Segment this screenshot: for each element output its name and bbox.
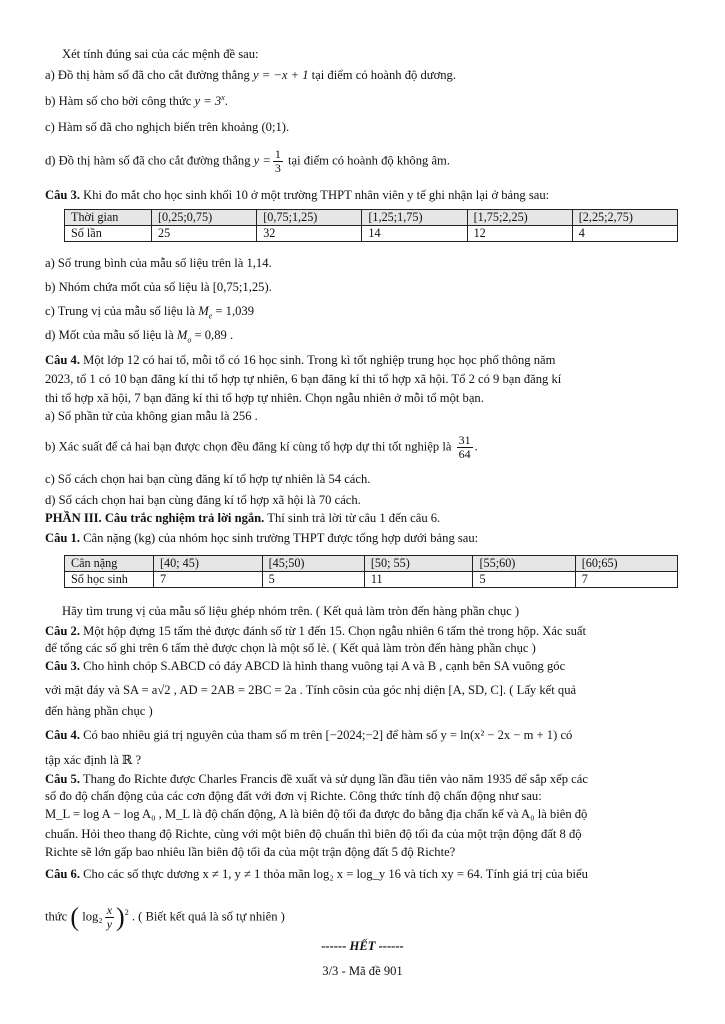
table-cell: 32 [257, 226, 362, 242]
fraction: $\frac{31}{64}$ [458, 433, 471, 461]
end-marker: ------ HẾT ------ [321, 939, 404, 953]
fraction: $\frac{1}{3}$ [274, 147, 281, 175]
table-cell: [40; 45) [154, 556, 263, 572]
table-cell: 11 [364, 572, 473, 588]
q3-option-b: b) Nhóm chứa mốt của số liệu là [0,75;1,25). [45, 280, 272, 294]
table-cell: [0,75;1,25) [257, 210, 362, 226]
table-cell: 4 [572, 226, 677, 242]
p5-line-4: chuẩn. Hỏi theo thang độ Richte, cùng với một biên độ chuẩn thì biên độ tối đa của một trận động đất 8 độ [45, 827, 582, 841]
p1-question: Câu 1. Cân nặng (kg) của nhóm học sinh trường THPT được tổng hợp dưới bảng sau: [45, 531, 479, 545]
table-cell: 12 [467, 226, 572, 242]
p5-line-5: Richte sẽ lớn gấp bao nhiêu lần biên độ tối đa của một trận động đất 5 độ Richte? [45, 845, 456, 859]
q2-option-b: b) Hàm số cho bởi công thức $y = 3^x$. [45, 92, 228, 108]
table-cell: 5 [262, 572, 364, 588]
table-row [65, 572, 678, 588]
page-footer: 3/3 - Mã đề 901 [322, 964, 403, 978]
p3-line-3: đến hàng phần chục ) [45, 704, 153, 718]
q4-option-b: b) Xác suất để cả hai bạn được chọn đều đăng kí cùng tổ hợp dự thi tốt nghiệp là $\frac{31}{64}$ . [45, 433, 478, 461]
table-cell: [1,25;1,75) [362, 210, 467, 226]
p5-line-2: số đo độ chấn động của các cơn động đất với đơn vị Richte. Công thức tính độ chấn động như sau: [45, 789, 542, 803]
q2-option-a: a) Đồ thị hàm số đã cho cắt đường thẳng y = −x + 1 tại điểm có hoành độ dương. [45, 68, 456, 82]
table-row [65, 226, 678, 242]
p3-line-1: Câu 3. Cho hình chóp S.ABCD có đáy ABCD là hình thang vuông tại A và B , cạnh bên SA vuông góc [45, 659, 566, 673]
p5-line-3: M_L = log A − log A₀ , M_L là độ chấn động, A là biên độ tối đa được đo bằng địa chấn kế và A₀ là biên độ [45, 807, 588, 821]
q3-question: Câu 3. Khi đo mắt cho học sinh khối 10 ở một trường THPT nhân viên y tế ghi nhận lại ở bảng sau: [45, 188, 550, 202]
p2-line-2: để tổng các số ghi trên 6 tấm thẻ được chọn là một số lẻ. ( Kết quả làm tròn đến hàng phần chục ) [45, 641, 536, 655]
table-row [65, 556, 678, 572]
q3-option-a: a) Số trung bình của mẫu số liệu trên là 1,14. [45, 256, 272, 270]
q3-option-d: d) Mốt của mẫu số liệu là $M_o = 0,89$ . [45, 328, 234, 345]
table-cell: Cân nặng [65, 556, 154, 572]
table-cell: [45;50) [262, 556, 364, 572]
fraction: $\frac{x}{y}$ [106, 903, 113, 931]
table-cell: [60;65) [575, 556, 677, 572]
table-cell: 14 [362, 226, 467, 242]
table-cell: [2,25;2,75) [572, 210, 677, 226]
table-cell: [0,25;0,75) [152, 210, 257, 226]
table-cell: Thời gian [65, 210, 152, 226]
p3-line-2: với mặt đáy và SA = a√2 , AD = 2AB = 2BC = 2a . Tính côsin của góc nhị diện [A, SD, C]. ( Lấy kết quả [45, 683, 577, 697]
table-cell: [50; 55) [364, 556, 473, 572]
intro-text: Xét tính đúng sai của các mệnh đề sau: [62, 47, 259, 61]
p2-line-1: Câu 2. Một hộp đựng 15 tấm thẻ được đánh số từ 1 đến 15. Chọn ngẫu nhiên 6 tấm thẻ trong hộp. Xác suất [45, 624, 586, 638]
p1-table [64, 555, 678, 588]
part3-heading: PHẦN III. Câu trắc nghiệm trả lời ngắn. Thí sinh trả lời từ câu 1 đến câu 6. [45, 511, 441, 525]
q4-line-2: 2023, tổ 1 có 10 bạn đăng kí thi tổ hợp tự nhiên, 6 bạn đăng kí thi tổ hợp xã hội. Tổ 2 có 9 bạn đăng kí [45, 372, 562, 386]
q2-option-c: c) Hàm số đã cho nghịch biến trên khoảng (0;1). [45, 120, 290, 134]
p6-line-2: thức ( log₂ $\frac{x}{y}$ )$^2$ . ( Biết kết quả là số tự nhiên ) [45, 902, 285, 932]
table-cell: [55;60) [473, 556, 575, 572]
table-cell: 7 [575, 572, 677, 588]
q4-option-a: a) Số phần tử của không gian mẫu là 256 . [45, 409, 258, 423]
q4-line-1: Câu 4. Một lớp 12 có hai tổ, mỗi tổ có 16 học sinh. Trong kì tốt nghiệp trung học học phổ thông năm [45, 353, 556, 367]
table-cell: Số lần [65, 226, 152, 242]
table-cell: [1,75;2,25) [467, 210, 572, 226]
q3-option-c: c) Trung vị của mẫu số liệu là $M_e = 1,039$ [45, 304, 255, 321]
p6-line-1: Câu 6. Cho các số thực dương x ≠ 1, y ≠ 1 thỏa mãn log₂ x = log_y 16 và tích xy = 64. Tính giá trị của biểu [45, 867, 588, 881]
table-cell: 5 [473, 572, 575, 588]
p5-line-1: Câu 5. Thang đo Richte được Charles Francis đề xuất và sử dụng lần đầu tiên vào năm 1935 để sắp xếp các [45, 772, 588, 786]
q4-option-c: c) Số cách chọn hai bạn cùng đăng kí tổ hợp tự nhiên là 54 cách. [45, 472, 371, 486]
table-cell: Số học sinh [65, 572, 154, 588]
table-row [65, 210, 678, 226]
table-cell: 7 [154, 572, 263, 588]
q4-option-d: d) Số cách chọn hai bạn cùng đăng kí tổ hợp xã hội là 70 cách. [45, 493, 361, 507]
q4-line-3: thi tổ hợp xã hội, 7 bạn đăng kí thi tổ hợp tự nhiên. Chọn ngẫu nhiên ở mỗi tổ một bạn. [45, 391, 484, 405]
p4-line-1: Câu 4. Có bao nhiêu giá trị nguyên của tham số m trên [−2024;−2] để hàm số y = ln(x² − 2x − m + 1) có [45, 728, 573, 742]
q3-table [64, 209, 678, 242]
q2-option-d: d) Đồ thị hàm số đã cho cắt đường thẳng y = $\frac{1}{3}$ tại điểm có hoành độ không âm. [45, 147, 450, 175]
p1-after: Hãy tìm trung vị của mẫu số liệu ghép nhóm trên. ( Kết quả làm tròn đến hàng phần chục ) [62, 604, 520, 618]
table-cell: 25 [152, 226, 257, 242]
p4-line-2: tập xác định là ℝ ? [45, 753, 142, 767]
